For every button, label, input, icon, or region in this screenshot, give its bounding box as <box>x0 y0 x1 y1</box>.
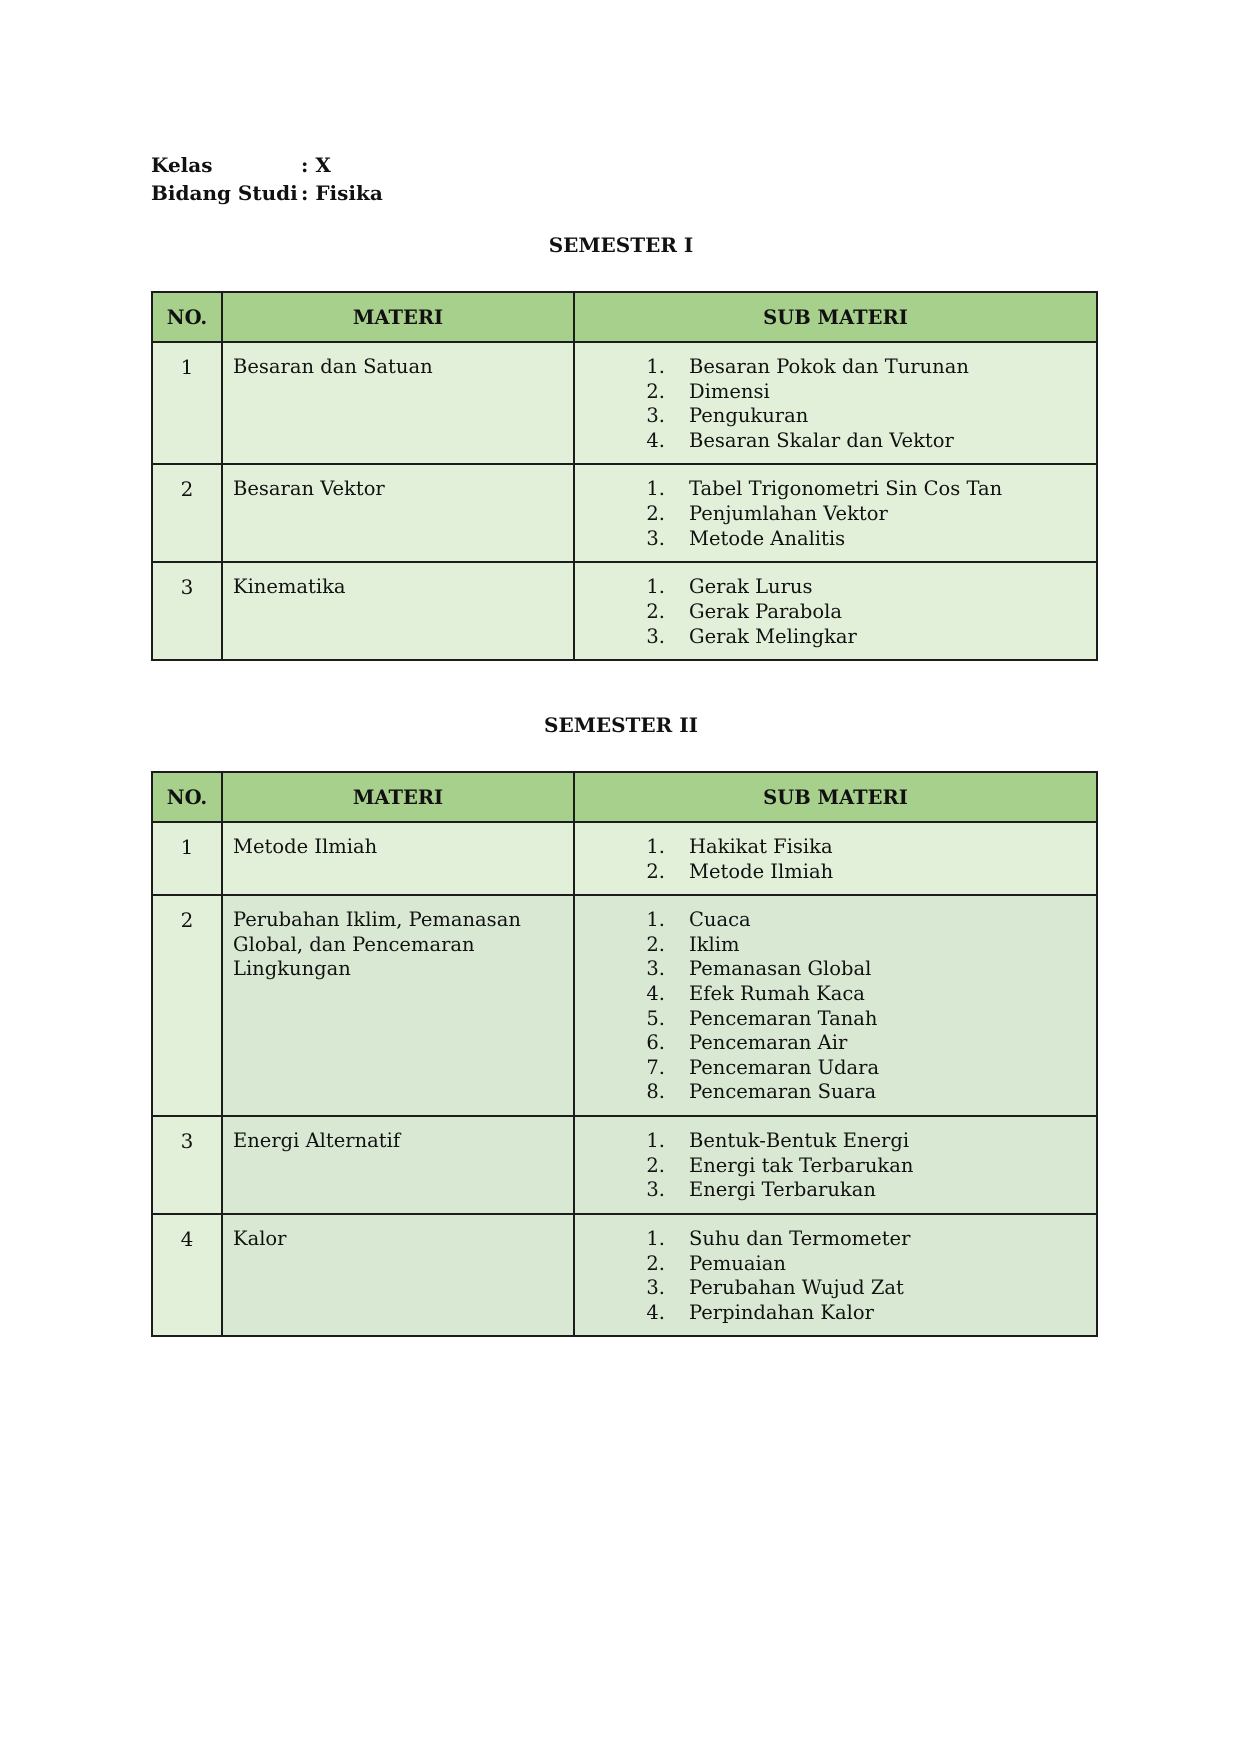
list-item-text: Metode Analitis <box>689 526 846 550</box>
list-item-number: 2. <box>646 1153 665 1177</box>
list-item-number: 4. <box>646 981 665 1005</box>
list-item-text: Metode Ilmiah <box>689 859 834 883</box>
list-item-number: 3. <box>646 624 665 648</box>
list-item <box>627 477 1086 502</box>
list-item-number: 2. <box>646 501 665 525</box>
document-meta <box>151 151 383 207</box>
list-item <box>627 502 1086 527</box>
sub-materi-cell <box>574 464 1097 562</box>
list-item <box>627 957 1086 982</box>
sub-materi-list <box>585 575 1086 649</box>
bidang-studi-value: : Fisika <box>301 181 383 205</box>
table-row <box>152 822 1097 895</box>
sub-materi-list <box>585 477 1086 551</box>
list-item-text: Perubahan Wujud Zat <box>689 1276 904 1300</box>
table-row <box>152 895 1097 1116</box>
list-item <box>627 835 1086 860</box>
row-number: 1 <box>152 822 222 895</box>
header-sub-materi: SUB MATERI <box>574 292 1097 342</box>
row-number: 3 <box>152 562 222 660</box>
list-item <box>627 1178 1086 1203</box>
list-item-number: 4. <box>646 1300 665 1324</box>
semester-1-title: SEMESTER I <box>548 233 694 257</box>
list-item-text: Penjumlahan Vektor <box>689 501 888 525</box>
list-item-number: 2. <box>646 599 665 623</box>
table-header-row <box>152 772 1097 822</box>
list-item <box>627 1056 1086 1081</box>
bidang-studi-row <box>151 179 383 207</box>
kelas-label: Kelas <box>151 153 213 177</box>
list-item-number: 2. <box>646 1251 665 1275</box>
list-item <box>627 1129 1086 1154</box>
list-item-text: Besaran Skalar dan Vektor <box>689 428 954 452</box>
list-item-text: Bentuk-Bentuk Energi <box>689 1128 910 1152</box>
list-item <box>627 1031 1086 1056</box>
sub-materi-cell <box>574 562 1097 660</box>
list-item <box>627 908 1086 933</box>
list-item-number: 1. <box>646 908 665 932</box>
list-item <box>627 625 1086 650</box>
list-item <box>627 1252 1086 1277</box>
list-item-number: 6. <box>646 1031 665 1055</box>
semester-2-table <box>151 771 1098 1337</box>
semester-2-title: SEMESTER II <box>544 713 698 737</box>
list-item-text: Gerak Melingkar <box>689 624 857 648</box>
list-item-text: Pencemaran Udara <box>689 1055 880 1079</box>
list-item-text: Perpindahan Kalor <box>689 1300 874 1324</box>
list-item-number: 1. <box>646 1128 665 1152</box>
list-item-text: Efek Rumah Kaca <box>689 981 865 1005</box>
materi-cell: Energi Alternatif <box>222 1116 574 1214</box>
list-item-number: 3. <box>646 1178 665 1202</box>
table-row <box>152 1116 1097 1214</box>
header-no: NO. <box>152 772 222 822</box>
bidang-studi-label: Bidang Studi <box>151 181 298 205</box>
list-item-number: 7. <box>646 1055 665 1079</box>
list-item-text: Dimensi <box>689 379 770 403</box>
kelas-value: : X <box>301 153 331 177</box>
materi-cell: Kinematika <box>222 562 574 660</box>
list-item-text: Hakikat Fisika <box>689 835 833 858</box>
header-materi: MATERI <box>222 292 574 342</box>
semester-1-table <box>151 291 1098 661</box>
sub-materi-list <box>585 835 1086 884</box>
table-row <box>152 1214 1097 1336</box>
list-item-number: 3. <box>646 526 665 550</box>
list-item <box>627 933 1086 958</box>
list-item <box>627 1301 1086 1326</box>
list-item <box>627 380 1086 405</box>
list-item-text: Pemuaian <box>689 1251 786 1275</box>
list-item-text: Pemanasan Global <box>689 957 872 981</box>
sub-materi-cell <box>574 895 1097 1116</box>
sub-materi-list <box>585 908 1086 1105</box>
list-item <box>627 575 1086 600</box>
list-item-text: Pengukuran <box>689 404 809 428</box>
table-header-row <box>152 292 1097 342</box>
list-item <box>627 600 1086 625</box>
table-row <box>152 562 1097 660</box>
materi-cell: Perubahan Iklim, Pemanasan Global, dan Pencemaran Lingkungan <box>222 895 574 1116</box>
materi-cell: Kalor <box>222 1214 574 1336</box>
sub-materi-list <box>585 1227 1086 1325</box>
materi-cell: Besaran dan Satuan <box>222 342 574 464</box>
list-item-text: Pencemaran Air <box>689 1031 848 1055</box>
sub-materi-list <box>585 1129 1086 1203</box>
list-item <box>627 1276 1086 1301</box>
list-item <box>627 1007 1086 1032</box>
list-item-number: 1. <box>646 835 665 858</box>
sub-materi-cell <box>574 1116 1097 1214</box>
list-item-text: Pencemaran Suara <box>689 1080 877 1104</box>
list-item <box>627 355 1086 380</box>
row-number: 2 <box>152 895 222 1116</box>
list-item <box>627 527 1086 552</box>
list-item-number: 2. <box>646 859 665 883</box>
list-item-number: 8. <box>646 1080 665 1104</box>
list-item <box>627 1227 1086 1252</box>
header-no: NO. <box>152 292 222 342</box>
list-item-number: 1. <box>646 575 665 599</box>
table-row <box>152 464 1097 562</box>
materi-cell: Metode Ilmiah <box>222 822 574 895</box>
sub-materi-cell <box>574 1214 1097 1336</box>
list-item-text: Pencemaran Tanah <box>689 1006 878 1030</box>
sub-materi-cell <box>574 342 1097 464</box>
list-item-text: Tabel Trigonometri Sin Cos Tan <box>689 477 1003 501</box>
list-item-text: Suhu dan Termometer <box>689 1226 911 1250</box>
list-item-number: 3. <box>646 957 665 981</box>
list-item-number: 1. <box>646 355 665 378</box>
list-item-number: 1. <box>646 477 665 501</box>
list-item-text: Iklim <box>689 932 740 956</box>
list-item-number: 4. <box>646 428 665 452</box>
list-item <box>627 982 1086 1007</box>
materi-cell: Besaran Vektor <box>222 464 574 562</box>
list-item <box>627 1154 1086 1179</box>
row-number: 3 <box>152 1116 222 1214</box>
list-item-number: 5. <box>646 1006 665 1030</box>
list-item <box>627 429 1086 454</box>
list-item <box>627 1080 1086 1105</box>
sub-materi-cell <box>574 822 1097 895</box>
table-row <box>152 342 1097 464</box>
list-item-number: 2. <box>646 379 665 403</box>
header-materi: MATERI <box>222 772 574 822</box>
list-item-text: Besaran Pokok dan Turunan <box>689 355 969 378</box>
list-item-number: 1. <box>646 1226 665 1250</box>
kelas-row <box>151 151 383 179</box>
list-item-text: Energi tak Terbarukan <box>689 1153 914 1177</box>
list-item-text: Gerak Parabola <box>689 599 842 623</box>
row-number: 1 <box>152 342 222 464</box>
row-number: 4 <box>152 1214 222 1336</box>
row-number: 2 <box>152 464 222 562</box>
list-item <box>627 404 1086 429</box>
list-item-number: 3. <box>646 404 665 428</box>
list-item-number: 3. <box>646 1276 665 1300</box>
list-item-text: Energi Terbarukan <box>689 1178 876 1202</box>
header-sub-materi: SUB MATERI <box>574 772 1097 822</box>
list-item-number: 2. <box>646 932 665 956</box>
list-item <box>627 860 1086 885</box>
list-item-text: Cuaca <box>689 908 751 932</box>
sub-materi-list <box>585 355 1086 453</box>
list-item-text: Gerak Lurus <box>689 575 813 599</box>
